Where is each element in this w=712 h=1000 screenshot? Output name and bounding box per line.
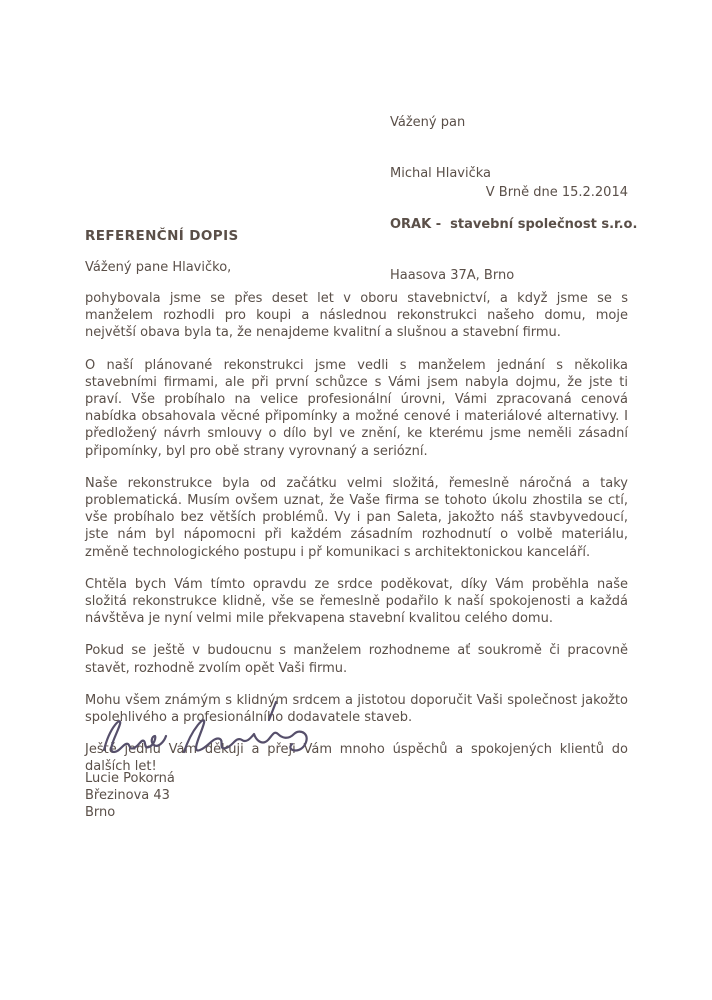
paragraph: Chtěla bych Vám tímto opravdu ze srdce poděkovat, díky Vám proběhla naše složitá rekonstrukce klidně, vše se řemeslně podařilo k naší spokojenosti a každá návštěva je nyní velmi mile překvapena stavební kvalitou celého domu. [85,576,628,627]
salutation: Vážený pane Hlavičko, [85,260,232,275]
paragraph: Mohu všem známým s klidným srdcem a jistotou doporučit Vaši společnost jakožto spolehlivého a profesionálního dodavatele staveb. [85,692,628,726]
sender-details [85,770,385,821]
paragraph: pohybovala jsme se přes deset let v oboru stavebnictví, a když jsme se s manželem rozhodli pro koupi a následnou rekonstrukci našeho domu, moje největší obava byla ta, že nenajdeme kvalitní a slušnou a stavební firmu. [85,291,628,341]
sender-name: Lucie Pokorná [85,771,175,786]
paragraph: Naše rekonstrukce byla od začátku velmi složitá, řemeslně náročná a taky problematická. Musím ovšem uznat, že Vaše firma se tohoto úkolu zhostila se ctí, vše probíhalo bez větších problémů. Vy i pan Saleta, jakožto náš stavbyvedoucí, jste nám byl nápomocni při každém zásadním rozhodnutí o volbě materiálu, změně technologického postupu i př komunikaci s architektonickou kanceláří. [85,475,628,560]
date-line: V Brně dne 15.2.2014 [485,185,628,200]
paragraph: Pokud se ještě v budoucnu s manželem rozhodneme ať soukromě či pracovně stavět, rozhodně zvolím opět Vaši firmu. [85,643,628,676]
paragraph: Ještě jednu Vám děkuji a přeji Vám mnoho úspěchů a spokojených klientů do dalších let! [85,742,628,775]
recipient-name: Michal Hlavička [390,166,491,181]
paragraph: O naší plánované rekonstrukci jsme vedli s manželem jednání s několika stavebními firmami, ale při první schůzce s Vámi jsem nabyla dojmu, že jste ti praví. Vše probíhalo na velice profesionální úrovni, Vámi zpracovaná cenová nabídka obsahovala věcné připomínky a možné cenové i materiálové alternativy. I předložený návrh smlouvy o dílo byl ve znění, ke kterému jsme neměli zásadní připomínky, byl pro obě strany vyrovnaný a seriózní. [85,357,628,459]
recipient-honorific: Vážený pan [390,115,466,130]
recipient-address: Haasova 37A, Brno [390,268,515,283]
signature-block [85,690,385,821]
sender-city: Brno [85,805,116,820]
sender-street: Březinova 43 [85,788,170,803]
recipient-company: ORAK - stavební společnost s.r.o. [390,217,638,232]
letter-heading: REFERENČNÍ DOPIS [85,228,239,244]
handwritten-signature [90,690,320,768]
